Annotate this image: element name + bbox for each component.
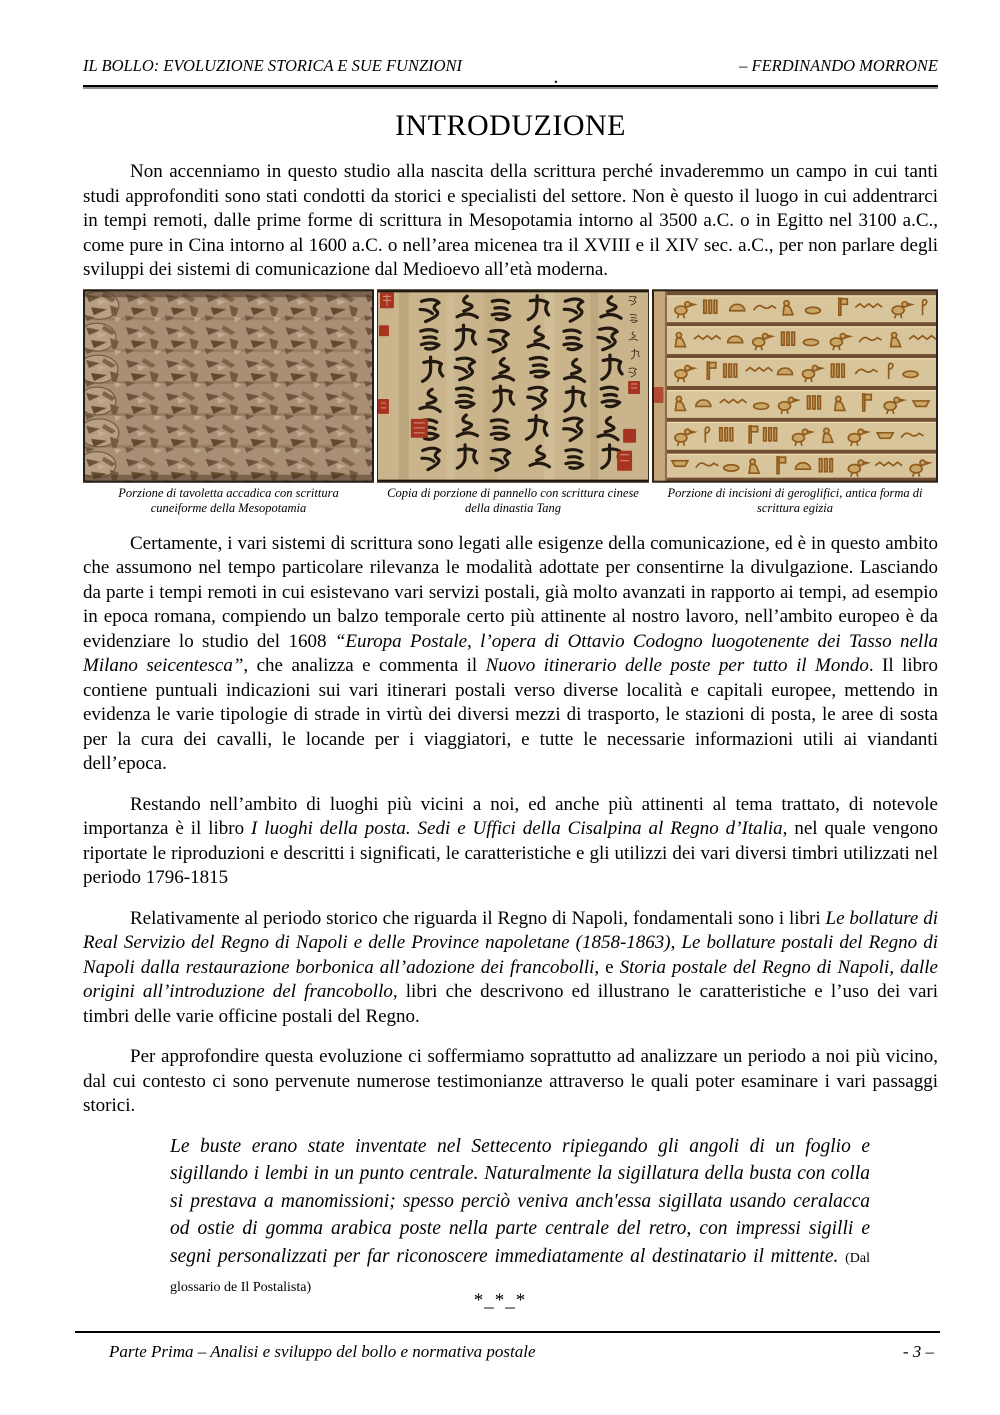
page-header xyxy=(83,0,938,87)
header-running-title: IL BOLLO: EVOLUZIONE STORICA E SUE FUNZIONI xyxy=(83,56,463,75)
text-run: Relativamente al periodo storico che riguarda il Regno di Napoli, fondamentali sono i libri xyxy=(130,907,826,929)
text-run: Nuovo itinerario delle poste per tutto il Mondo xyxy=(485,655,869,676)
paragraph-certamente xyxy=(83,532,938,777)
figure-caption: Porzione di tavoletta accadica con scrittura cuneiforme della Mesopotamia xyxy=(118,485,339,515)
paragraph-relativamente xyxy=(83,907,938,1030)
text-run: , xyxy=(670,932,682,953)
text-run: . Il libro contiene puntuali indicazioni sui vari itinerari postali verso diverse località e capitali europee, mettendo in evidenza le varie tipologie di strade in virtù dei diversi mezzi di trasporto, le stazioni di posta, le aree di sosta per la cura dei cavalli, le locande per i viaggiatori, e tutte le necessarie informazioni utili ai viandanti dell’epoca. xyxy=(83,655,938,774)
figures-row xyxy=(83,289,938,516)
footer-section-title: Parte Prima – Analisi e sviluppo del bollo e normativa postale xyxy=(109,1342,536,1361)
figure-caption: Porzione di incisioni di geroglifici, antica forma di scrittura egizia xyxy=(667,485,923,515)
text-run: , e xyxy=(594,956,620,978)
header-author: – FERDINANDO MORRONE xyxy=(739,56,938,75)
quote-text: Le buste erano state inventate nel Settecento ripiegando gli angoli di un foglio e sigillando i lembi in un punto centrale. Naturalmente la sigillatura della busta con colla si prestava a manomissioni; spesso perciò veniva anch'essa sigillata usando ceralacca od ostie di gomma arabica poste nella parte centrale del retro, con impressi sigilli e segni personalizzati per far riconoscere immediatamente al destinatario il mittente. xyxy=(170,1135,870,1267)
text-run: Le bollature di Real Servizio del Regno di Napoli e delle Province napoletane (1858-1863) xyxy=(83,907,938,953)
text-run: , libri che descrivono ed illustrano le caratteristiche e l’uso dei vari timbri delle varie officine postali del Regno. xyxy=(83,981,938,1027)
section-separator: *_*_* xyxy=(473,1290,527,1311)
header-center-dot: . xyxy=(554,71,558,87)
header-rule xyxy=(83,85,938,89)
figure-chinese-calligraphy xyxy=(377,289,649,516)
page-footer xyxy=(75,1331,940,1362)
text-run: , che analizza e commenta il xyxy=(243,655,486,676)
figure-hieroglyphs xyxy=(652,289,938,516)
figure-cuneiform xyxy=(83,289,374,516)
text-run: “Europa Postale, l’opera di Ottavio Codogno luogotenente dei Tasso nella Milano seicentesca” xyxy=(83,630,938,676)
page-title: INTRODUZIONE xyxy=(395,109,626,142)
quote-block xyxy=(170,1133,870,1302)
hieroglyphs-image xyxy=(652,289,938,483)
text-run: Storia postale del Regno di Napoli, dalle origini all’introduzione del francobollo xyxy=(83,956,938,1002)
figure-caption: Copia di porzione di pannello con scrittura cinese della dinastia Tang xyxy=(387,485,639,515)
page-content xyxy=(83,0,938,1302)
text-run: I luoghi della posta. Sedi e Uffici della Cisalpina al Regno d’Italia xyxy=(251,818,783,839)
chinese-calligraphy-image xyxy=(377,289,649,483)
text-run: , nel quale vengono riportate le riproduzioni e descritti i significati, le caratteristiche e gli utilizzi dei vari diversi timbri utilizzati nel periodo 1796-1815 xyxy=(83,818,938,888)
paragraph-per-approfondire xyxy=(83,1045,938,1119)
quote-source: (Dal glossario de Il Postalista) xyxy=(170,1250,870,1295)
page-number: - 3 – xyxy=(902,1342,934,1361)
text-run: Per approfondire questa evoluzione ci soffermiamo soprattutto ad analizzare un periodo a noi più vicino, dal cui contesto ci sono pervenute numerose testimonianze attraverso le quali poter esaminare i vari passaggi storici. xyxy=(83,1046,938,1116)
cuneiform-tablet-image xyxy=(83,289,374,483)
text-run: Non accenniamo in questo studio alla nascita della scrittura perché invaderemmo un campo in cui tanti studi approfonditi sono stati condotti da storici e specialisti del settore. Non è questo il luogo in cui addentrarci in tempi remoti, dalle prime forme di scrittura in Mesopotamia intorno al 3500 a.C. o in Egitto nel 3100 a.C., come pure in Cina intorno al 1600 a.C. o nell’area micenea tra il XVIII e il XIV sec. a.C., per non parlare degli sviluppi dei sistemi di comunicazione dal Medioevo all’età moderna. xyxy=(83,161,938,280)
paragraph-restando xyxy=(83,793,938,891)
text-run: Certamente, i vari sistemi di scrittura sono legati alle esigenze della comunicazione, ed è in questo ambito che assumono nel tempo particolare rilevanza le modalità adottate per consentirne la divulgazione. Lasciando da parte i tempi remoti in cui esistevano vari servizi postali, già molto avanzati in rapporto ai tempi, ad esempio in epoca romana, compiendo un balzo temporale certo più attinente al nostro lavoro, nell’ambito europeo è da evidenziare lo studio del 1608 xyxy=(83,532,938,652)
paragraph-intro xyxy=(83,160,938,283)
text-run: Le bollature postali del Regno di Napoli dalla restaurazione borbonica all’adozione dei francobolli xyxy=(83,932,938,978)
text-run: Restando nell’ambito di luoghi più vicini a noi, ed anche più attinenti al tema trattato, di notevole importanza è il libro xyxy=(83,793,938,839)
